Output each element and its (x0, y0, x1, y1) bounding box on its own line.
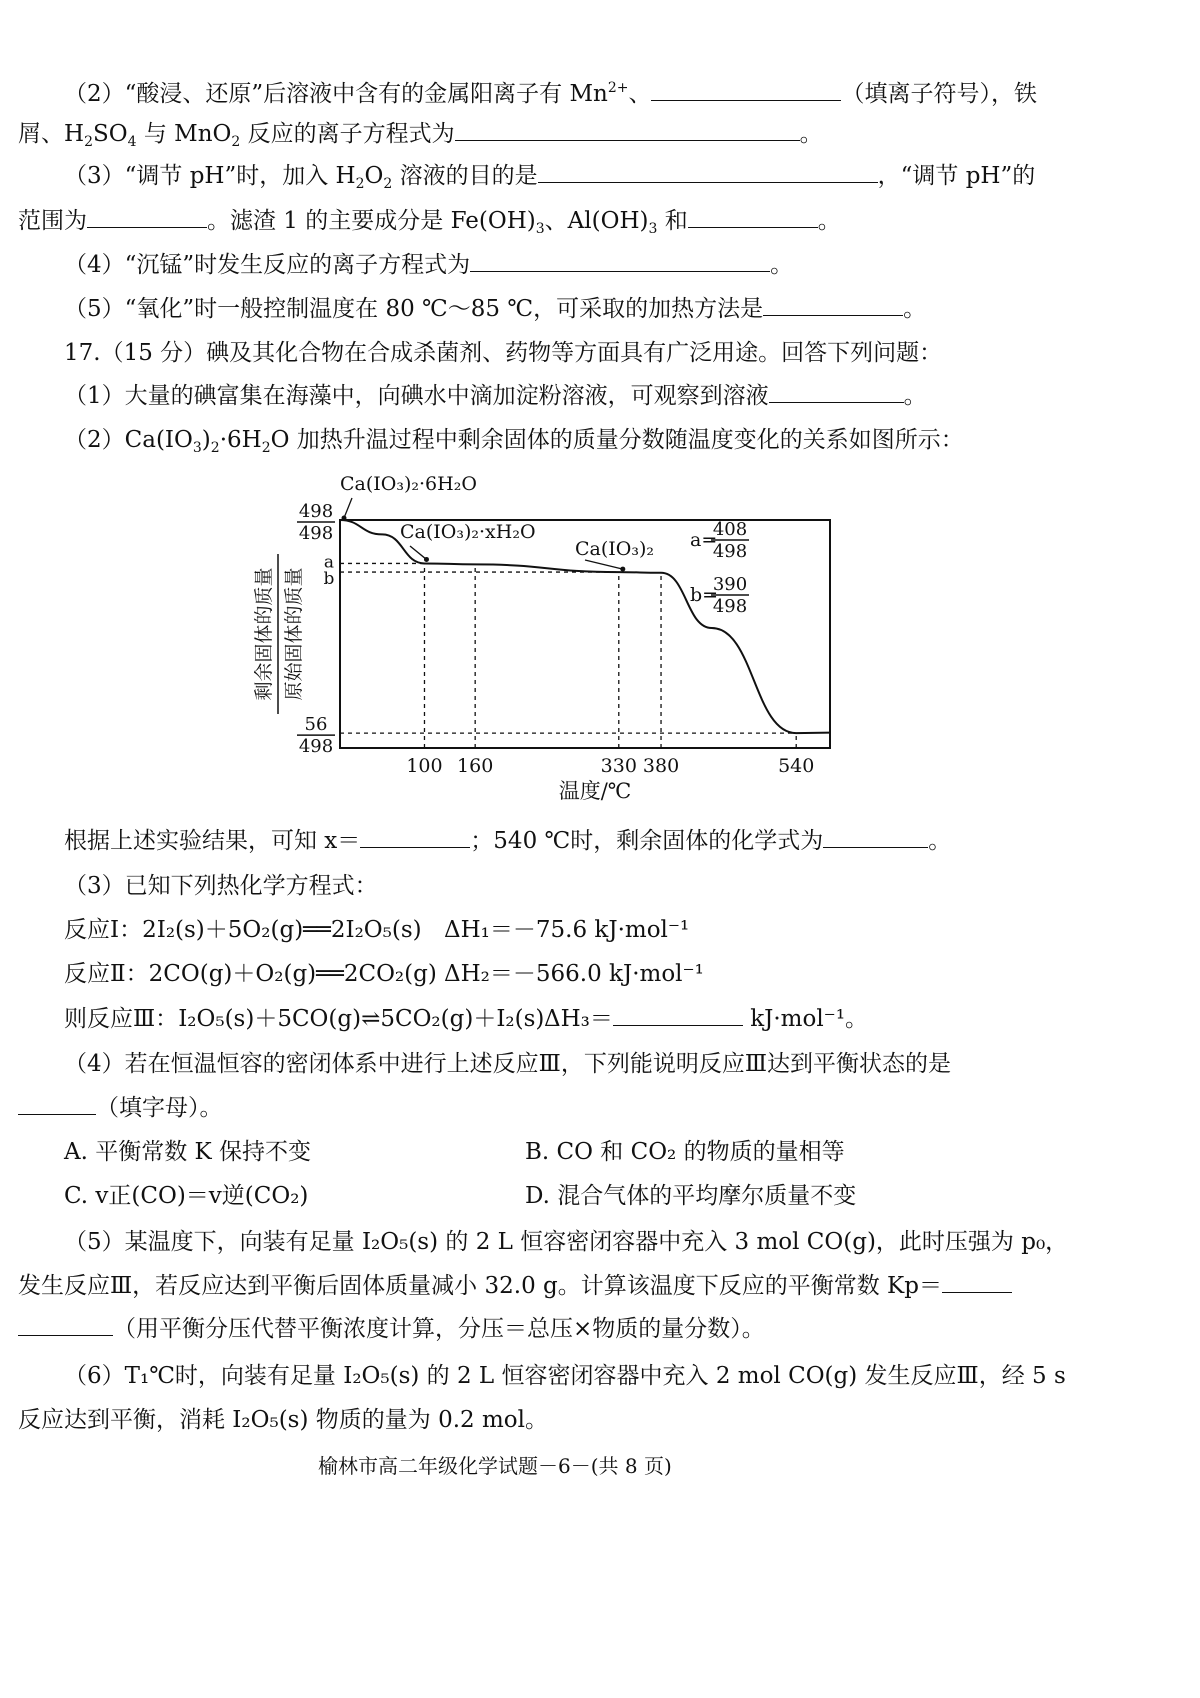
x-tick-label: 100 (406, 755, 443, 777)
q17-header: 17.（15 分）碘及其化合物在合成杀菌剂、药物等方面具有广泛用途。回答下列问题： (64, 340, 943, 366)
answer-blank[interactable] (823, 825, 928, 848)
answer-blank[interactable] (613, 1003, 743, 1026)
x-tick-label: 380 (642, 755, 680, 777)
curve-annotation: Ca(IO₃)₂·6H₂O (340, 473, 477, 495)
x-tick-label: 330 (600, 755, 637, 777)
y-tick-bottom-den: 498 (298, 736, 334, 758)
curve-annotation: Ca(IO₃)₂ (575, 538, 655, 560)
q16-part3-line2: 范围为 。滤渣 1 的主要成分是 $Fe(OH)_3$、$Al(OH)_3$ 和 。 (18, 205, 841, 245)
annotation-arrowhead (342, 516, 347, 521)
answer-blank[interactable] (769, 380, 904, 403)
reaction-3: 则反应Ⅲ：I₂O₅(s)＋5CO(g)⇌5CO₂(g)＋I₂(s) ΔH₃＝ kJ·mol⁻¹。 (64, 1003, 544, 1035)
note-label: b= (690, 584, 719, 606)
page-footer: 榆林市高二年级化学试题－6－(共 8 页) (318, 1454, 672, 1478)
reaction-2: 反应Ⅱ：2CO(g)＋O₂(g)══2CO₂(g) ΔH₂＝－566.0 kJ·mol⁻¹ (64, 961, 704, 987)
q16-part4: （4）“沉锰”时发生反应的离子方程式为 。 (64, 249, 793, 281)
reaction-1: 反应Ⅰ：2I₂(s)＋5O₂(g)══2I₂O₅(s) ΔH₁＝－75.6 kJ·mol⁻¹ (64, 917, 690, 943)
q16-part2-line1: （2）“酸浸、还原”后溶液中含有的金属阳离子有 $Mn^{2+}$、 （填离子符号），铁 (64, 80, 1037, 107)
q16-part3-line1: （3）“调节 pH”时，加入 $H_2O_2$ 溶液的目的是 ，“调节 pH”的 (64, 160, 1035, 200)
q17-part4-line2: （填字母）。 (18, 1092, 223, 1124)
note-label: a= (690, 529, 718, 551)
note-fraction-den: 498 (712, 541, 748, 562)
annotation-arrow (585, 560, 623, 569)
q17-part2-answer: 根据上述实验结果，可知 x＝ ；540 ℃时，剩余固体的化学式为 。 (64, 825, 951, 857)
answer-blank[interactable] (470, 249, 770, 272)
x-tick-label: 160 (457, 755, 494, 777)
answer-blank[interactable] (538, 160, 878, 183)
x-axis-label: 温度/℃ (558, 779, 632, 803)
q17-part4-line1: （4）若在恒温恒容的密闭体系中进行上述反应Ⅲ，下列能说明反应Ⅲ达到平衡状态的是 (64, 1051, 951, 1077)
answer-blank[interactable] (87, 205, 207, 228)
option-b: B. CO 和 CO₂ 的物质的量相等 (525, 1139, 845, 1165)
answer-blank[interactable] (18, 1313, 113, 1336)
answer-blank[interactable] (455, 118, 800, 141)
y-tick-top-den: 498 (298, 523, 334, 544)
option-c: C. v正(CO)＝v逆(CO₂) (64, 1183, 309, 1209)
answer-blank[interactable] (651, 78, 841, 101)
q17-part5-line1: （5）某温度下，向装有足量 I₂O₅(s) 的 2 L 恒容密闭容器中充入 3 mol CO(g)，此时压强为 p₀， (64, 1229, 1069, 1255)
answer-blank[interactable] (688, 205, 818, 228)
q17-part6-line2: 反应达到平衡，消耗 I₂O₅(s) 物质的量为 0.2 mol。 (18, 1407, 548, 1433)
q17-part5-line2: 发生反应Ⅲ，若反应达到平衡后固体质量减小 32.0 g。计算该温度下反应的平衡常数 Kp＝ (18, 1270, 1012, 1302)
q16-part2-line2: 屑、$H_2SO_4$ 与 MnO$_2$ 反应的离子方程式为 。 (18, 118, 823, 158)
q17-part1: （1）大量的碘富集在海藻中，向碘水中滴加淀粉溶液，可观察到溶液 。 (64, 380, 927, 412)
note-fraction-num: 390 (712, 574, 748, 595)
answer-blank[interactable] (360, 825, 470, 848)
annotation-arrow (344, 498, 352, 518)
annotation-arrow (410, 546, 426, 559)
answer-blank[interactable] (942, 1270, 1012, 1293)
curve-annotation: Ca(IO₃)₂·xH₂O (400, 521, 536, 543)
annotation-arrowhead (424, 557, 429, 562)
y-tick-bottom-num: 56 (304, 714, 328, 736)
q16-part5: （5）“氧化”时一般控制温度在 80 ℃～85 ℃，可采取的加热方法是 。 (64, 293, 926, 325)
option-a: A. 平衡常数 K 保持不变 (64, 1139, 312, 1165)
mass-fraction-chart (0, 460, 1200, 820)
note-fraction-num: 408 (712, 519, 748, 540)
q17-part2: $(2)Ca(IO_3)_2\cdot 6H_2O$ 加热升温过程中剩余固体的质量分数随温度变化的关系如图所示： (64, 427, 964, 456)
y-tick-top-num: 498 (298, 501, 334, 522)
q17-part3: （3）已知下列热化学方程式： (64, 873, 378, 899)
annotation-arrowhead (620, 567, 625, 572)
note-fraction-den: 498 (712, 596, 748, 617)
answer-blank[interactable] (763, 293, 903, 316)
y-tick-b: b (323, 569, 335, 590)
q17-part6-line1: （6）T₁℃时，向装有足量 I₂O₅(s) 的 2 L 恒容密闭容器中充入 2 mol CO(g) 发生反应Ⅲ，经 5 s (64, 1363, 1066, 1389)
y-axis-label-denominator: 原始固体的质量 (283, 567, 305, 701)
y-tick-a: a (323, 552, 335, 573)
x-tick-label: 540 (778, 755, 815, 777)
answer-blank[interactable] (18, 1092, 96, 1115)
option-d: D. 混合气体的平均摩尔质量不变 (525, 1183, 857, 1209)
y-axis-label-numerator: 剩余固体的质量 (253, 567, 275, 701)
q17-part5-line3: （用平衡分压代替平衡浓度计算，分压＝总压×物质的量分数）。 (18, 1313, 765, 1345)
